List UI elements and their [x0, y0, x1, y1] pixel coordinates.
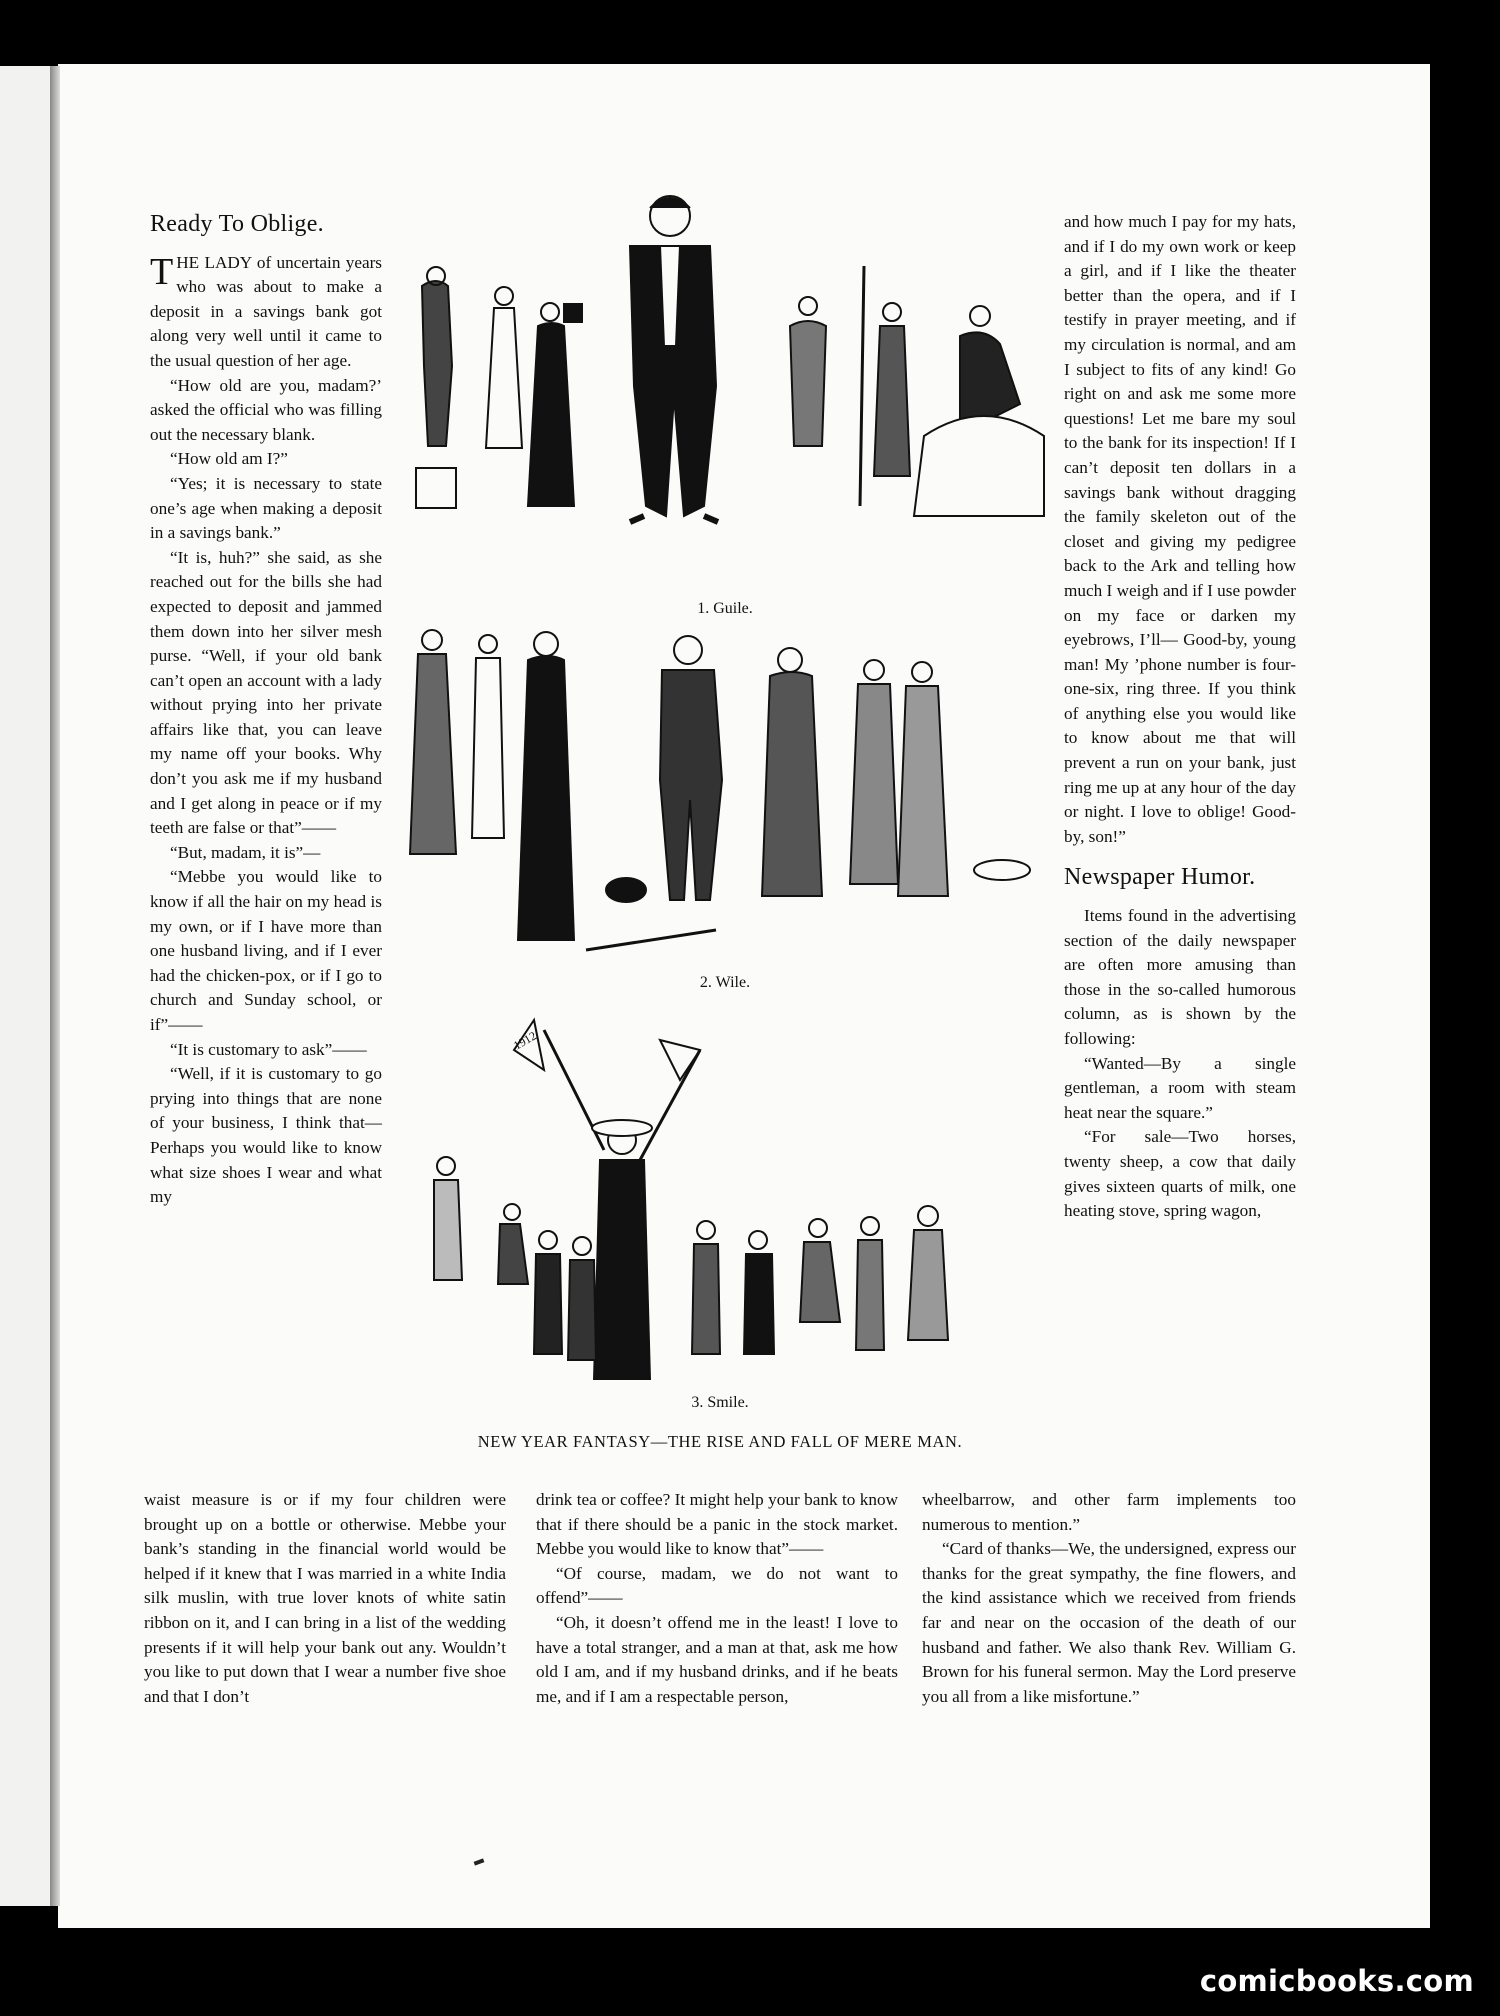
- paragraph: and how much I pay for my hats, and if I do my own work or keep a girl, and if I like the theater better than the opera, and if I testify in prayer meeting, and if my circulation is normal, and am I subject to fits of any kind! Go right on and ask me some more questions! Let me bare my soul to the bank for its inspection! If I can’t deposit ten dollars in a savings bank without dragging the family skeleton out of the closet and giving my pedigree back to the Ark and telling how much I weigh and if I use powder on my face or darken my eyebrows, I’ll— Good-by, young man! My ’phone number is four-one-six, ring three. If you think of anything else you would like to know about me that will prevent a run on your bank, just ring me up at any hour of the day or night. I love to oblige! Good-by, son!”: [1064, 212, 1296, 846]
- top-hat: [606, 878, 646, 902]
- man-standing: [586, 636, 722, 950]
- article-ready-to-oblige-column1: [150, 212, 382, 1210]
- woman-hat: [592, 1120, 652, 1136]
- left-page-edge: [0, 66, 56, 1906]
- illustration-smile: [400, 990, 1060, 1380]
- article-title-ready-to-oblige: Ready To Oblige.: [150, 211, 324, 237]
- women-group-right: [762, 648, 1030, 896]
- men-group-right: [692, 1206, 948, 1354]
- paragraph: “How old are you, madam?’ asked the official who was filling out the necessary blank.: [150, 375, 382, 444]
- illustration-wile: [396, 620, 1060, 966]
- man-vest: [660, 246, 680, 346]
- paragraph: wheelbarrow, and other farm implements too numerous to mention.”: [922, 1490, 1296, 1534]
- man-shoes: [630, 516, 718, 522]
- man-hair: [650, 198, 690, 208]
- illustration-guile: [404, 186, 1056, 584]
- opening-paragraph: [150, 251, 382, 374]
- watermark: comicbooks.com: [1199, 1964, 1474, 1998]
- paragraph: drink tea or coffee? It might help your bank to know that if there should be a panic in the stock market. Mebbe you would like to know that”——: [536, 1490, 898, 1559]
- hat-on-ground: [974, 860, 1030, 880]
- panel1-caption: 1. Guile.: [697, 600, 753, 617]
- paragraph: “For sale—Two horses, twenty sheep, a cow that daily gives sixteen quarts of milk, one heating stove, spring wagon,: [1064, 1127, 1296, 1221]
- article-title-newspaper-humor: Newspaper Humor.: [1064, 864, 1256, 891]
- women-group-left: [416, 267, 582, 508]
- paragraph: “Oh, it doesn’t offend me in the least! I love to have a total stranger, and a man at that, ask me how old I am, and if my husband drinks, and if he beats me, and if I am a respectable person,: [536, 1612, 898, 1706]
- paragraph-text: HE LADY of uncertain years who was about to make a deposit in a savings bank got along very well until it came to the usual question of her age.: [150, 252, 382, 370]
- paragraph: “Yes; it is necessary to state one’s age when making a deposit in a savings bank.”: [150, 473, 382, 543]
- paragraph: “It is customary to ask”——: [170, 1039, 367, 1059]
- paragraph: “Wanted—By a single gentleman, a room with steam heat near the square.”: [1064, 1053, 1296, 1122]
- bottom-column2: [536, 1488, 898, 1709]
- gutter-shadow: [50, 66, 60, 1906]
- paragraph: “It is, huh?” she said, as she reached out for the bills she had expected to deposit and jammed them down into her silver mesh purse. “Well, if your old bank can’t open an account with a lady without prying into her private affairs like that, you can leave my name off your books. Why don’t you ask me if my husband and I get along in peace or if my teeth are false or that”——: [150, 547, 382, 838]
- bottom-column3: [922, 1488, 1296, 1709]
- panel3-caption: 3. Smile.: [691, 1394, 749, 1411]
- paragraph: “Well, if it is customary to go prying into things that are none of your business, I think that— Perhaps you would like to know what size shoes I wear and what my: [150, 1064, 382, 1207]
- women-group-left: [410, 630, 574, 940]
- paragraph: “But, madam, it is”—: [170, 842, 321, 862]
- paragraph: “Of course, madam, we do not want to offend”——: [536, 1563, 898, 1608]
- paragraph: “How old am I?”: [170, 449, 288, 469]
- paragraph: “Card of thanks—We, the undersigned, express our thanks for the great sympathy, the fine flowers, and the kind assistance which we received from friends far and near on the occasion of the death of our husband and father. We also thank Rev. William G. Brown for his funeral sermon. May the Lord preserve you all from a like misfortune.”: [922, 1539, 1296, 1706]
- paragraph: “Mebbe you would like to know if all the hair on my head is my own, or if I have more than one husband living, and if I ever had the chicken-pox, or if I go to church and Sunday school, or if”——: [150, 867, 382, 1034]
- cane: [586, 930, 716, 950]
- bottom-column1: [144, 1488, 506, 1709]
- paragraph: waist measure is or if my four children were brought up on a bottle or otherwise. Mebbe your bank’s standing in the financial world would be helped if it knew that I was married in a white India silk muslin, with true lover knots of white satin ribbon on it, and I can bring in a list of the wedding presents if it will help your bank out any. Wouldn’t you like to put down that I wear a number five shoe and that I don’t: [144, 1490, 506, 1706]
- women-group-right: [790, 266, 1044, 516]
- panel2-caption: 2. Wile.: [699, 974, 751, 991]
- men-group-left: [434, 1157, 596, 1360]
- illustration-caption: NEW YEAR FANTASY—THE RISE AND FALL OF MERE MAN.: [477, 1432, 963, 1451]
- flag-left-text: 1912: [511, 1028, 539, 1053]
- drop-cap: T: [150, 250, 174, 293]
- paragraph: Items found in the advertising section of the daily newspaper are often more amusing than those in the so-called humorous column, as is shown by the following:: [1064, 906, 1296, 1048]
- article-column3: [1064, 210, 1296, 1224]
